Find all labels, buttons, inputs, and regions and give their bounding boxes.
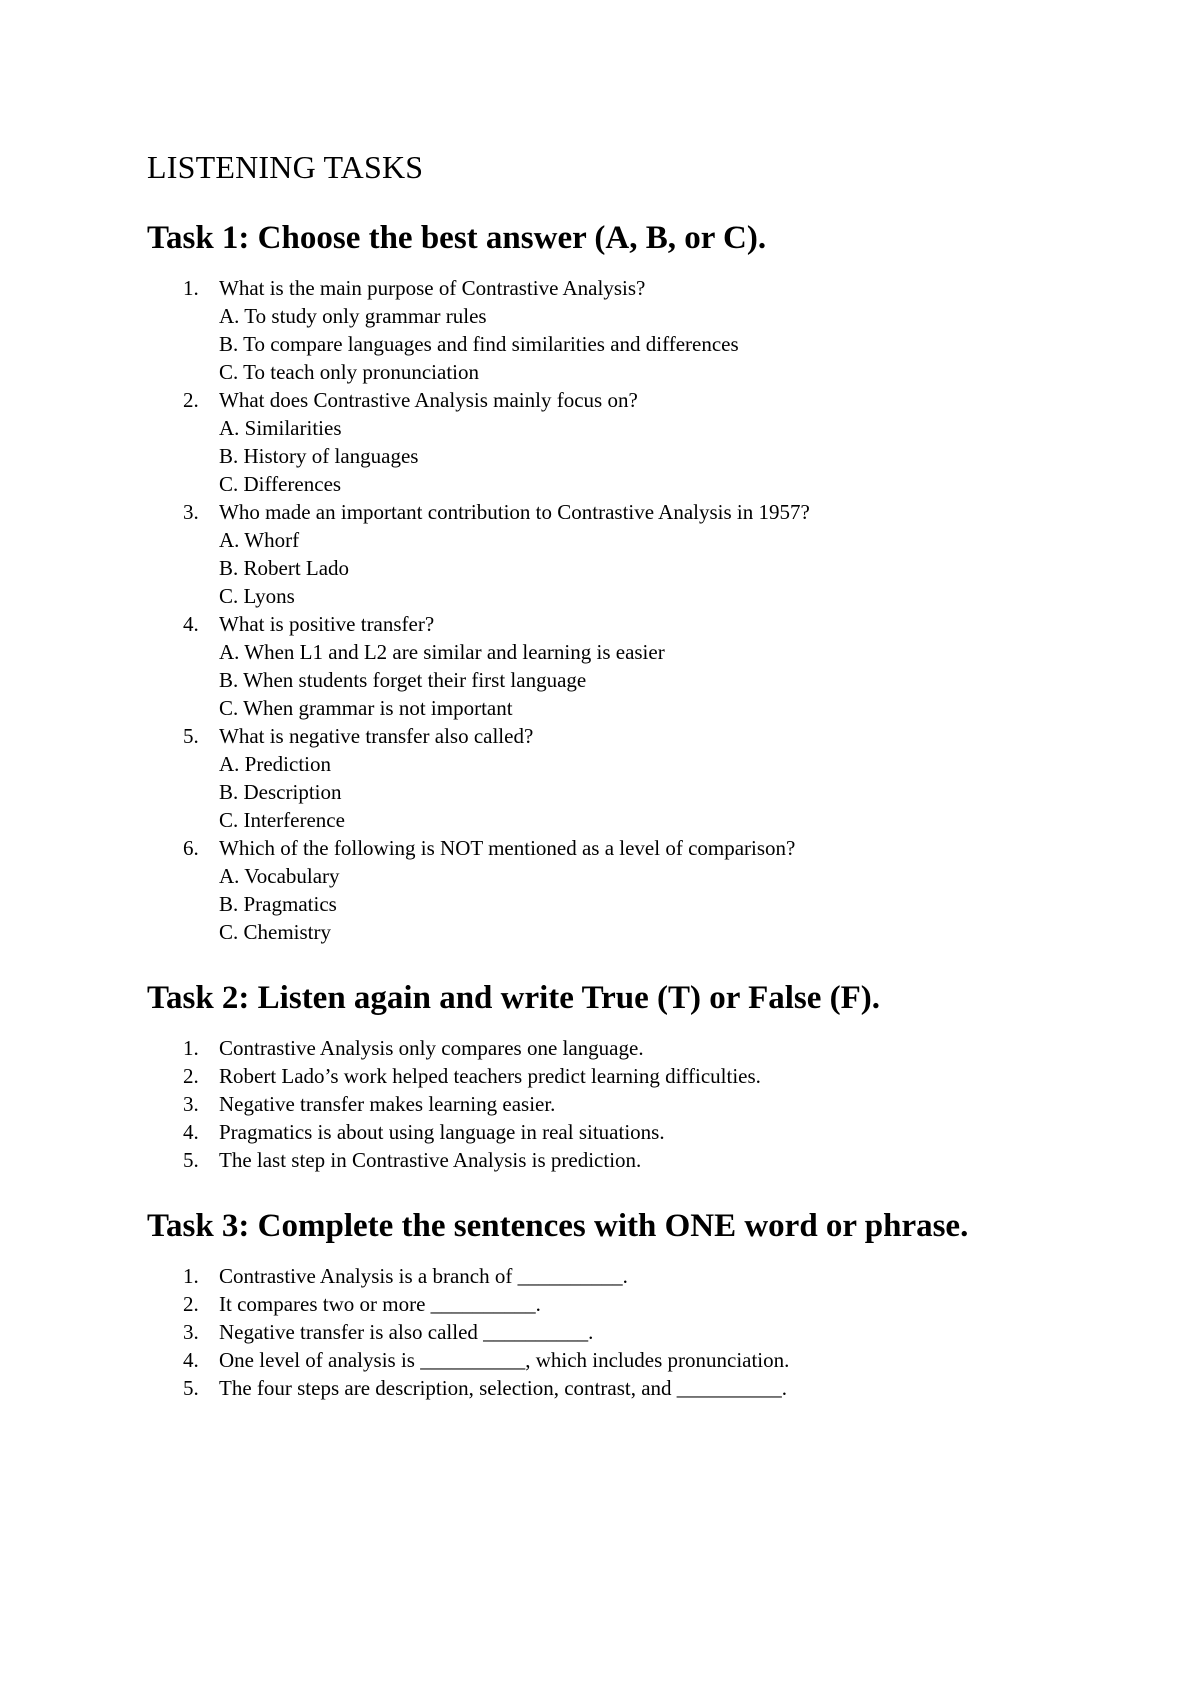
option-c: C. Differences xyxy=(219,472,342,496)
option-c: C. Interference xyxy=(219,808,345,832)
statement-text: Pragmatics is about using language in real situations. xyxy=(219,1120,665,1144)
sentence-text: Contrastive Analysis is a branch of __________. xyxy=(219,1264,628,1288)
document-page xyxy=(147,145,1127,1402)
question-number: 6. xyxy=(183,836,199,860)
sentence-text: The four steps are description, selection, contrast, and __________. xyxy=(219,1376,788,1400)
task3-sentence-3 xyxy=(147,1318,1127,1346)
option-a: A. Similarities xyxy=(219,416,342,440)
option-c: C. When grammar is not important xyxy=(219,696,513,720)
option-b: B. Robert Lado xyxy=(219,556,350,580)
sentence-number: 1. xyxy=(183,1264,199,1288)
option-b: B. When students forget their first language xyxy=(219,668,587,692)
question-text: What is positive transfer? xyxy=(219,612,435,636)
question-text: What is the main purpose of Contrastive Analysis? xyxy=(219,276,646,300)
task1-question-6 xyxy=(147,834,1127,946)
question-text: Which of the following is NOT mentioned as a level of comparison? xyxy=(219,836,796,860)
statement-number: 5. xyxy=(183,1148,199,1172)
task1-section xyxy=(147,216,1127,946)
task3-sentence-4 xyxy=(147,1346,1127,1374)
sentence-text: Negative transfer is also called __________. xyxy=(219,1320,594,1344)
option-c: C. Lyons xyxy=(219,584,295,608)
task1-question-4 xyxy=(147,610,1127,722)
option-a: A. When L1 and L2 are similar and learning is easier xyxy=(219,640,665,664)
task2-statement-1 xyxy=(147,1034,1127,1062)
task3-section xyxy=(147,1204,1127,1402)
option-a: A. To study only grammar rules xyxy=(219,304,487,328)
sentence-number: 2. xyxy=(183,1292,199,1316)
option-b: B. Pragmatics xyxy=(219,892,337,916)
task1-question-1 xyxy=(147,274,1127,386)
question-number: 1. xyxy=(183,276,199,300)
task1-question-list xyxy=(147,274,1127,946)
option-b: B. History of languages xyxy=(219,444,419,468)
sentence-number: 5. xyxy=(183,1376,199,1400)
sentence-number: 3. xyxy=(183,1320,199,1344)
task1-question-2 xyxy=(147,386,1127,498)
question-text: What does Contrastive Analysis mainly focus on? xyxy=(219,388,638,412)
task3-sentence-list xyxy=(147,1262,1127,1402)
statement-number: 2. xyxy=(183,1064,199,1088)
option-b: B. To compare languages and find similarities and differences xyxy=(219,332,739,356)
page-title: LISTENING TASKS xyxy=(147,149,424,185)
statement-number: 3. xyxy=(183,1092,199,1116)
task1-heading: Task 1: Choose the best answer (A, B, or C). xyxy=(147,220,767,256)
option-a: A. Prediction xyxy=(219,752,331,776)
sentence-text: It compares two or more __________. xyxy=(219,1292,541,1316)
statement-number: 1. xyxy=(183,1036,199,1060)
task3-heading: Task 3: Complete the sentences with ONE word or phrase. xyxy=(147,1208,969,1244)
statement-text: Contrastive Analysis only compares one language. xyxy=(219,1036,644,1060)
task2-section xyxy=(147,976,1127,1174)
task2-heading: Task 2: Listen again and write True (T) or False (F). xyxy=(147,980,881,1016)
question-text: Who made an important contribution to Contrastive Analysis in 1957? xyxy=(219,500,810,524)
option-a: A. Vocabulary xyxy=(219,864,340,888)
task3-sentence-1 xyxy=(147,1262,1127,1290)
task2-statement-list xyxy=(147,1034,1127,1174)
task2-statement-3 xyxy=(147,1090,1127,1118)
option-c: C. Chemistry xyxy=(219,920,332,944)
task3-sentence-5 xyxy=(147,1374,1127,1402)
question-text: What is negative transfer also called? xyxy=(219,724,534,748)
question-number: 2. xyxy=(183,388,199,412)
task1-question-3 xyxy=(147,498,1127,610)
task2-statement-4 xyxy=(147,1118,1127,1146)
question-number: 5. xyxy=(183,724,199,748)
statement-text: Robert Lado’s work helped teachers predict learning difficulties. xyxy=(219,1064,761,1088)
question-number: 3. xyxy=(183,500,199,524)
option-b: B. Description xyxy=(219,780,342,804)
statement-text: The last step in Contrastive Analysis is prediction. xyxy=(219,1148,642,1172)
option-a: A. Whorf xyxy=(219,528,300,552)
task2-statement-5 xyxy=(147,1146,1127,1174)
task1-question-5 xyxy=(147,722,1127,834)
statement-number: 4. xyxy=(183,1120,199,1144)
question-number: 4. xyxy=(183,612,199,636)
task3-sentence-2 xyxy=(147,1290,1127,1318)
sentence-text: One level of analysis is __________, which includes pronunciation. xyxy=(219,1348,790,1372)
sentence-number: 4. xyxy=(183,1348,199,1372)
task2-statement-2 xyxy=(147,1062,1127,1090)
statement-text: Negative transfer makes learning easier. xyxy=(219,1092,556,1116)
option-c: C. To teach only pronunciation xyxy=(219,360,480,384)
